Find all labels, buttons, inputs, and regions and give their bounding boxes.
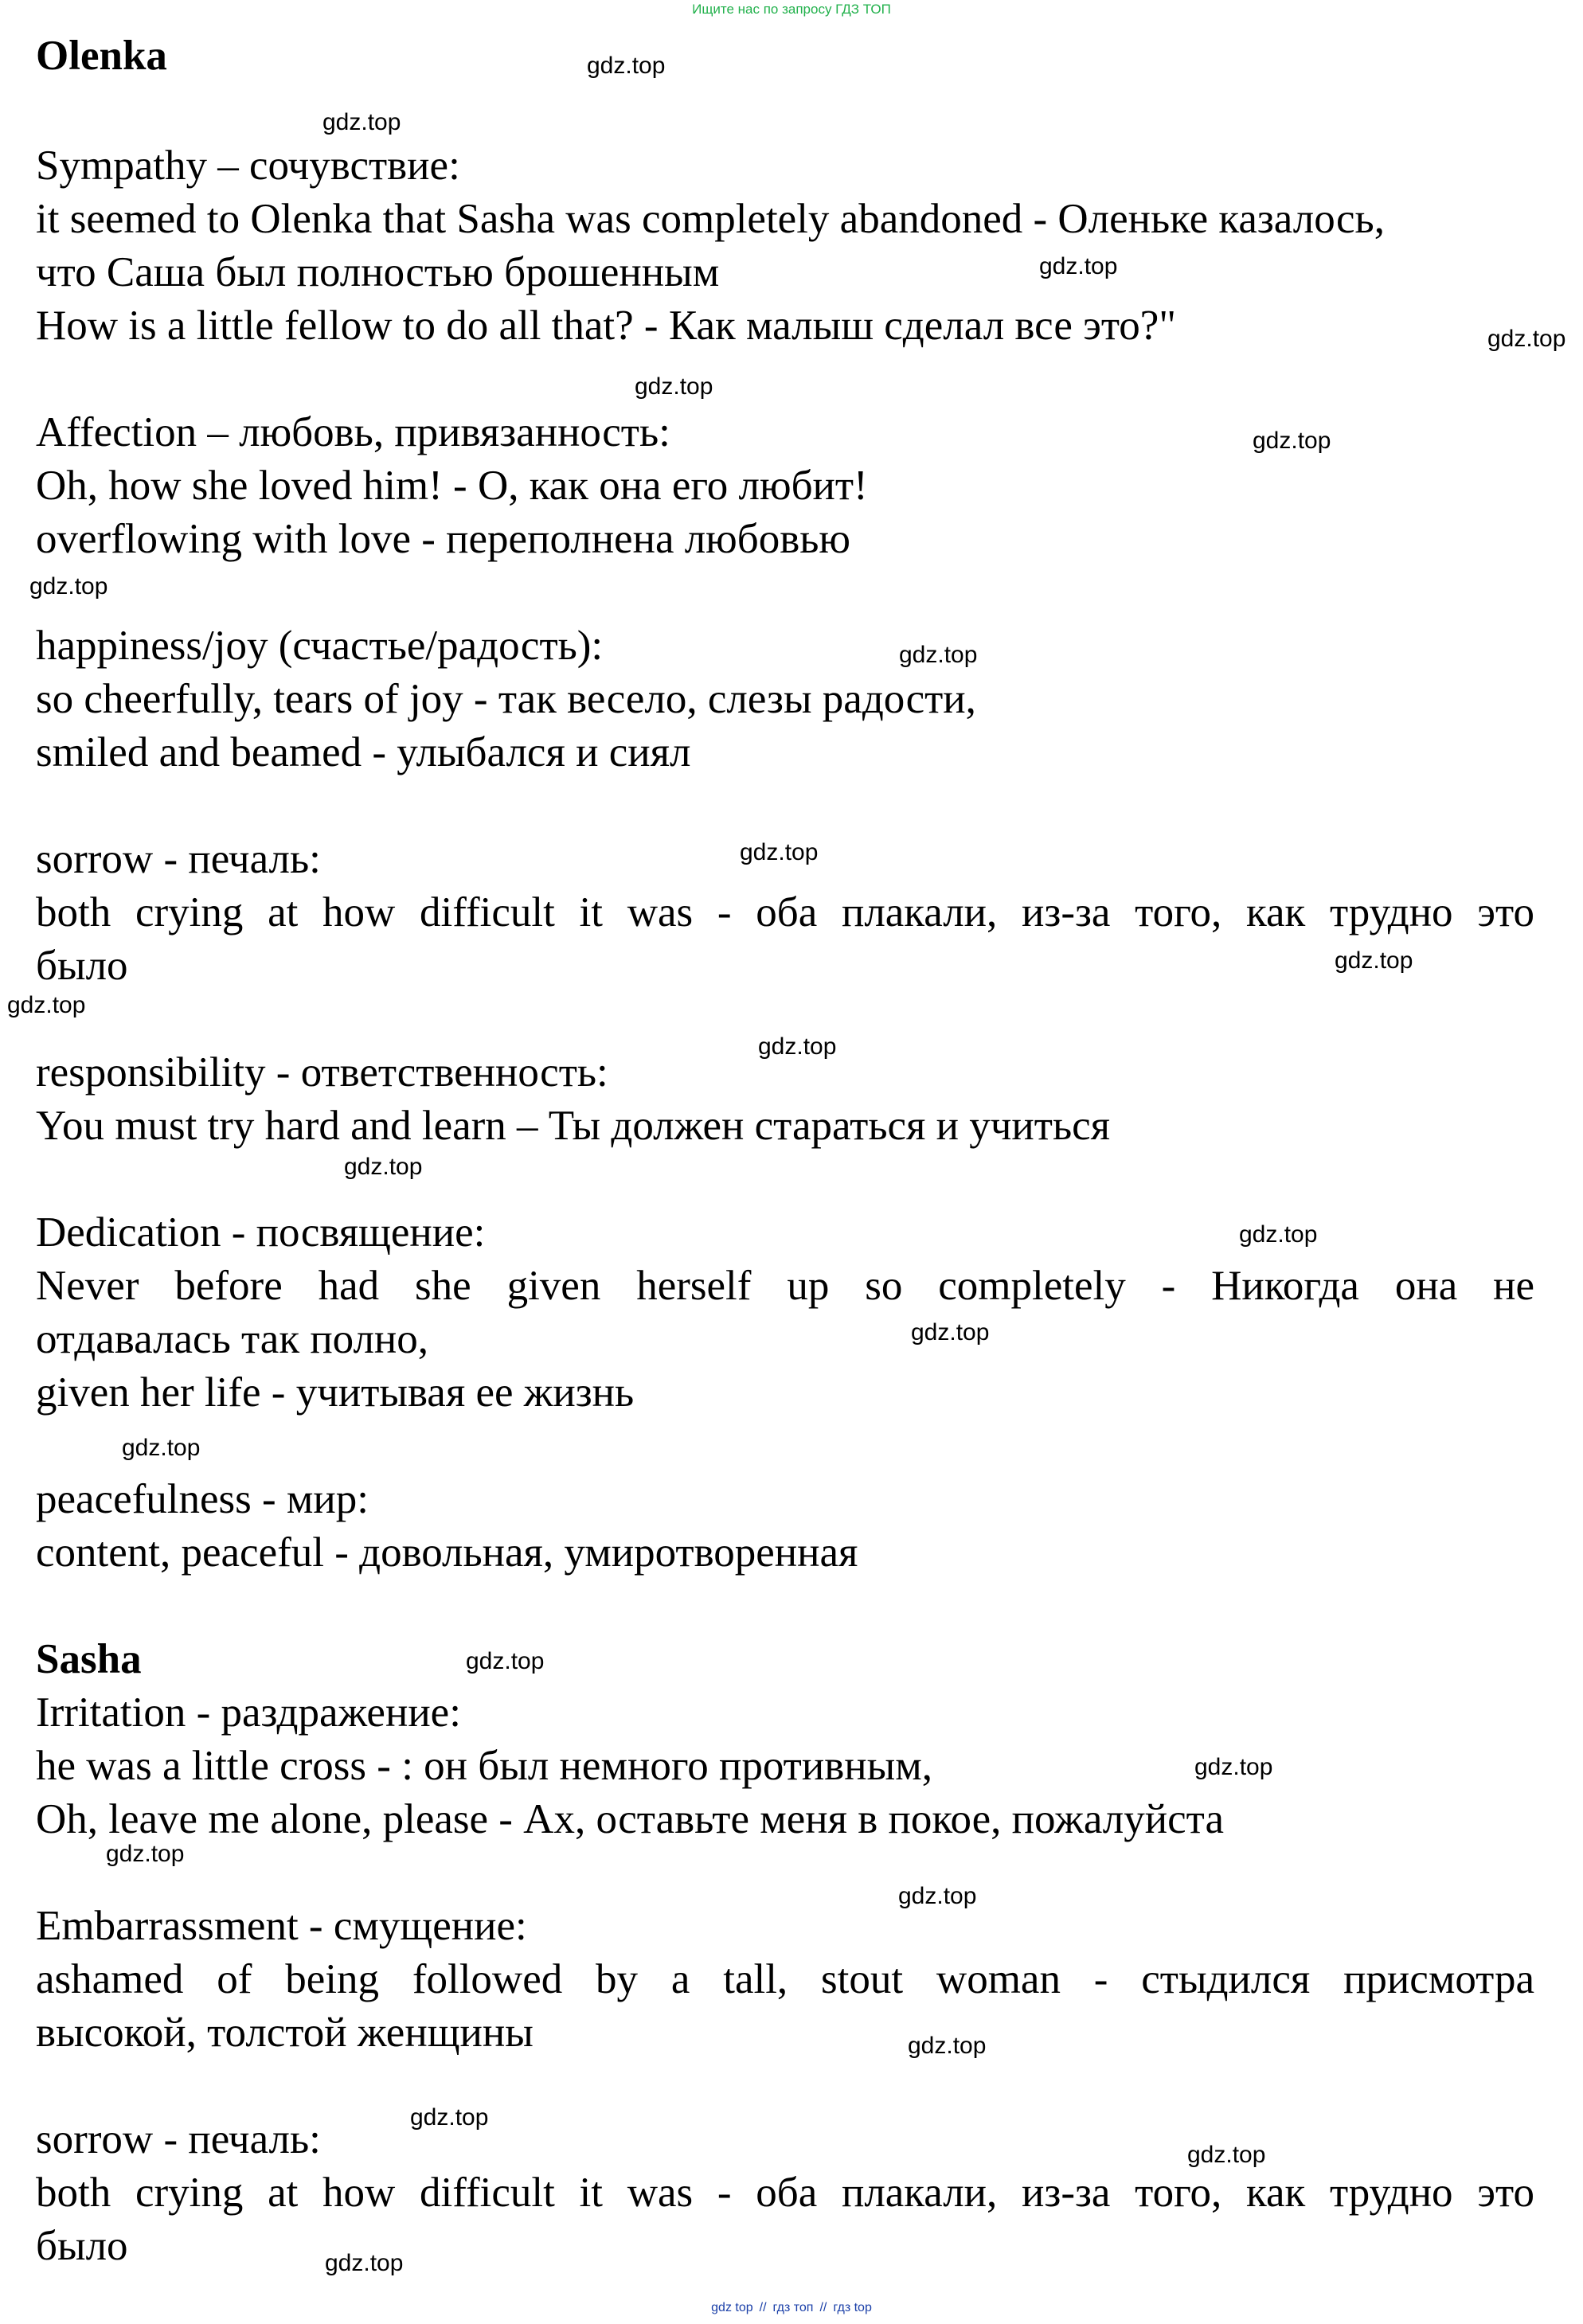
category-title-dedication: Dedication - посвящение: — [36, 1209, 486, 1256]
category-title-affection: Affection – любовь, привязанность: — [36, 409, 670, 455]
watermark: gdz.top — [587, 53, 666, 79]
example-line: How is a little fellow to do all that? - Как малыш сделал все это?" — [36, 303, 1176, 349]
example-line: so cheerfully, tears of joy - так весело, слезы радости, — [36, 676, 976, 722]
watermark: gdz.top — [635, 373, 713, 400]
watermark: gdz.top — [911, 1319, 990, 1346]
example-line: высокой, толстой женщины — [36, 2010, 534, 2056]
watermark: gdz.top — [325, 2250, 404, 2276]
section-heading-olenka: Olenka — [36, 33, 167, 79]
section-heading-sasha: Sasha — [36, 1636, 142, 1682]
watermark: gdz.top — [1039, 253, 1118, 279]
watermark: gdz.top — [466, 1648, 545, 1674]
watermark: gdz.top — [899, 642, 978, 668]
category-title-embarrassment: Embarrassment - смущение: — [36, 1903, 527, 1949]
example-line: отдавалась так полно, — [36, 1316, 429, 1362]
example-line: given her life - учитывая ее жизнь — [36, 1369, 635, 1416]
example-line: было — [36, 943, 128, 989]
footer-separator: // — [759, 2301, 767, 2314]
example-line: overflowing with love - переполнена любовью — [36, 516, 851, 562]
watermark: gdz.top — [1253, 428, 1331, 454]
example-line: he was a little cross - : он был немного противным, — [36, 1743, 932, 1789]
watermark: gdz.top — [410, 2104, 489, 2131]
category-title-peacefulness: peacefulness - мир: — [36, 1476, 369, 1522]
watermark: gdz.top — [908, 2033, 987, 2059]
category-title-responsibility: responsibility - ответственность: — [36, 1049, 608, 1096]
example-line: Oh, how she loved him! - О, как она его любит! — [36, 463, 868, 509]
watermark: gdz.top — [1335, 947, 1413, 974]
watermark: gdz.top — [1487, 326, 1566, 352]
example-line: что Саша был полностью брошенным — [36, 249, 720, 295]
example-line: Never before had she given herself up so completely - Никогда она не — [36, 1263, 1534, 1309]
watermark: gdz.top — [1194, 1754, 1273, 1780]
example-line: both crying at how difficult it was - оба плакали, из-за того, как трудно это — [36, 2170, 1534, 2216]
watermark: gdz.top — [344, 1154, 423, 1180]
watermark: gdz.top — [758, 1033, 837, 1060]
category-title-sorrow: sorrow - печаль: — [36, 836, 321, 882]
example-line: ashamed of being followed by a tall, stout woman - стыдился присмотра — [36, 1956, 1534, 2002]
example-line: You must try hard and learn – Ты должен стараться и учиться — [36, 1103, 1111, 1149]
category-title-irritation: Irritation - раздражение: — [36, 1689, 461, 1736]
watermark: gdz.top — [1187, 2142, 1266, 2168]
footer — [0, 2301, 1583, 2315]
category-title-sorrow: sorrow - печаль: — [36, 2116, 321, 2162]
footer-item: гдз топ — [772, 2301, 814, 2314]
example-line: content, peaceful - довольная, умиротворенная — [36, 1529, 858, 1576]
top-banner: Ищите нас по запросу ГДЗ ТОП — [692, 2, 891, 17]
watermark: gdz.top — [7, 992, 86, 1018]
footer-item: gdz top — [711, 2301, 753, 2314]
example-line: Oh, leave me alone, please - Ах, оставьте меня в покое, пожалуйста — [36, 1796, 1224, 1842]
watermark: gdz.top — [740, 839, 819, 865]
watermark: gdz.top — [322, 109, 401, 135]
watermark: gdz.top — [29, 573, 108, 600]
footer-item: гдз top — [833, 2301, 872, 2314]
category-title-sympathy: Sympathy – сочувствие: — [36, 143, 460, 189]
example-line: both crying at how difficult it was - оба плакали, из-за того, как трудно это — [36, 889, 1534, 935]
example-line: it seemed to Olenka that Sasha was completely abandoned - Оленьке казалось, — [36, 196, 1385, 242]
watermark: gdz.top — [106, 1841, 185, 1867]
watermark: gdz.top — [898, 1883, 977, 1909]
footer-separator: // — [819, 2301, 827, 2314]
watermark: gdz.top — [1239, 1221, 1318, 1248]
example-line: smiled and beamed - улыбался и сиял — [36, 729, 691, 775]
category-title-happiness: happiness/joy (счастье/радость): — [36, 623, 604, 669]
example-line: было — [36, 2223, 128, 2269]
watermark: gdz.top — [122, 1435, 201, 1461]
